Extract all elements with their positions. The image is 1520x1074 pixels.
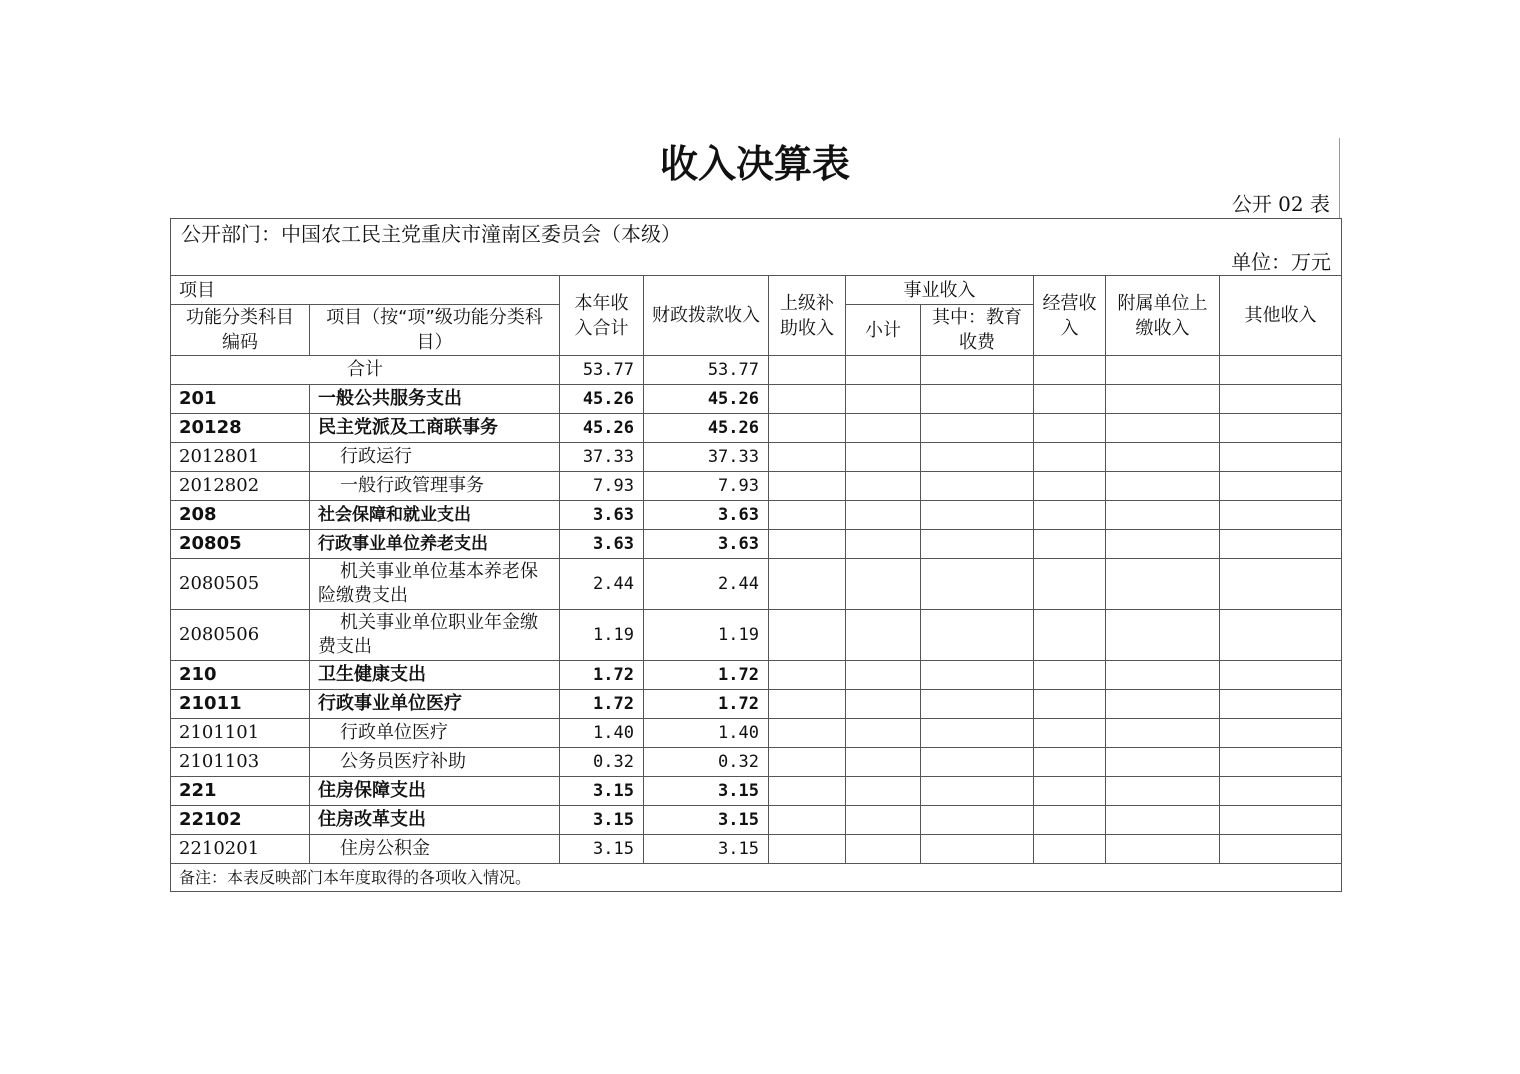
- row-name: 机关事业单位基本养老保险缴费支出: [310, 559, 560, 610]
- header-fiscal: 财政拨款收入: [644, 276, 769, 356]
- row-name: 民主党派及工商联事务: [310, 414, 560, 443]
- row-code: 22102: [171, 806, 310, 835]
- header-other: 其他收入: [1220, 276, 1342, 356]
- row-total: 3.15: [560, 806, 644, 835]
- page-title: 收入决算表: [659, 142, 850, 186]
- row-code: 221: [171, 777, 310, 806]
- right-rule: [1339, 138, 1340, 218]
- row-code: 2101101: [171, 719, 310, 748]
- table-row: [171, 719, 1342, 748]
- table-row: [171, 472, 1342, 501]
- row-total: 45.26: [560, 414, 644, 443]
- row-code: 210: [171, 661, 310, 690]
- income-table: [170, 218, 1342, 892]
- row-total: 3.63: [560, 530, 644, 559]
- table-row: [171, 748, 1342, 777]
- row-fiscal: 3.15: [644, 835, 769, 864]
- row-name: 行政运行: [310, 443, 560, 472]
- row-fiscal: 45.26: [644, 414, 769, 443]
- header-business-subtotal: 小计: [846, 305, 921, 356]
- row-total: 37.33: [560, 443, 644, 472]
- header-item: 项目: [171, 276, 560, 305]
- unit-label: 单位：万元: [1231, 250, 1332, 274]
- header-superior: 上级补助收入: [769, 276, 846, 356]
- note-row: [171, 864, 1342, 892]
- row-fiscal: 1.72: [644, 661, 769, 690]
- row-name: 行政单位医疗: [310, 719, 560, 748]
- row-fiscal: 3.15: [644, 806, 769, 835]
- total-row: [171, 356, 1342, 385]
- row-fiscal: 3.15: [644, 777, 769, 806]
- row-total: 1.19: [560, 610, 644, 661]
- row-code: 2012801: [171, 443, 310, 472]
- form-number: 公开 02 表: [1231, 192, 1330, 216]
- row-fiscal: 7.93: [644, 472, 769, 501]
- table-row: [171, 690, 1342, 719]
- row-fiscal: 1.40: [644, 719, 769, 748]
- total-fiscal-value: 53.77: [644, 356, 769, 385]
- row-name: 住房改革支出: [310, 806, 560, 835]
- row-code: 208: [171, 501, 310, 530]
- table-row: [171, 414, 1342, 443]
- department-label: 公开部门：中国农工民主党重庆市潼南区委员会（本级）: [181, 222, 681, 246]
- table-row: [171, 559, 1342, 610]
- table-row: [171, 443, 1342, 472]
- header-operating: 经营收入: [1034, 276, 1106, 356]
- row-name: 一般行政管理事务: [310, 472, 560, 501]
- row-total: 2.44: [560, 559, 644, 610]
- header-total-income: 本年收入合计: [560, 276, 644, 356]
- row-fiscal: 3.63: [644, 501, 769, 530]
- row-name: 机关事业单位职业年金缴费支出: [310, 610, 560, 661]
- row-fiscal: 0.32: [644, 748, 769, 777]
- row-total: 3.63: [560, 501, 644, 530]
- row-name: 行政事业单位医疗: [310, 690, 560, 719]
- row-total: 3.15: [560, 835, 644, 864]
- row-total: 3.15: [560, 777, 644, 806]
- row-name: 住房公积金: [310, 835, 560, 864]
- row-fiscal: 1.72: [644, 690, 769, 719]
- row-fiscal: 3.63: [644, 530, 769, 559]
- header-business-education: 其中：教育收费: [921, 305, 1034, 356]
- row-code: 20805: [171, 530, 310, 559]
- row-code: 201: [171, 385, 310, 414]
- header-affiliated: 附属单位上缴收入: [1106, 276, 1220, 356]
- row-fiscal: 45.26: [644, 385, 769, 414]
- row-total: 0.32: [560, 748, 644, 777]
- note-text: 备注：本表反映部门本年度取得的各项收入情况。: [171, 864, 1342, 892]
- row-fiscal: 1.19: [644, 610, 769, 661]
- table-row: [171, 385, 1342, 414]
- header-func-code: 功能分类科目编码: [171, 305, 310, 356]
- table-row: [171, 530, 1342, 559]
- row-code: 21011: [171, 690, 310, 719]
- row-code: 2101103: [171, 748, 310, 777]
- total-income-value: 53.77: [560, 356, 644, 385]
- row-total: 45.26: [560, 385, 644, 414]
- header-func-name: 项目（按“项”级功能分类科目）: [310, 305, 560, 356]
- row-total: 1.72: [560, 690, 644, 719]
- meta-row: [171, 219, 1342, 276]
- row-name: 卫生健康支出: [310, 661, 560, 690]
- row-fiscal: 2.44: [644, 559, 769, 610]
- row-code: 2080506: [171, 610, 310, 661]
- row-fiscal: 37.33: [644, 443, 769, 472]
- row-name: 公务员医疗补助: [310, 748, 560, 777]
- total-label: 合计: [171, 356, 560, 385]
- table-row: [171, 610, 1342, 661]
- row-name: 行政事业单位养老支出: [310, 530, 560, 559]
- table-row: [171, 835, 1342, 864]
- table-row: [171, 777, 1342, 806]
- row-total: 1.72: [560, 661, 644, 690]
- row-name: 社会保障和就业支出: [310, 501, 560, 530]
- row-code: 2080505: [171, 559, 310, 610]
- row-code: 20128: [171, 414, 310, 443]
- table-row: [171, 806, 1342, 835]
- row-total: 1.40: [560, 719, 644, 748]
- table-row: [171, 661, 1342, 690]
- table-row: [171, 501, 1342, 530]
- row-name: 一般公共服务支出: [310, 385, 560, 414]
- row-code: 2012802: [171, 472, 310, 501]
- row-total: 7.93: [560, 472, 644, 501]
- row-code: 2210201: [171, 835, 310, 864]
- row-name: 住房保障支出: [310, 777, 560, 806]
- header-business: 事业收入: [846, 276, 1034, 305]
